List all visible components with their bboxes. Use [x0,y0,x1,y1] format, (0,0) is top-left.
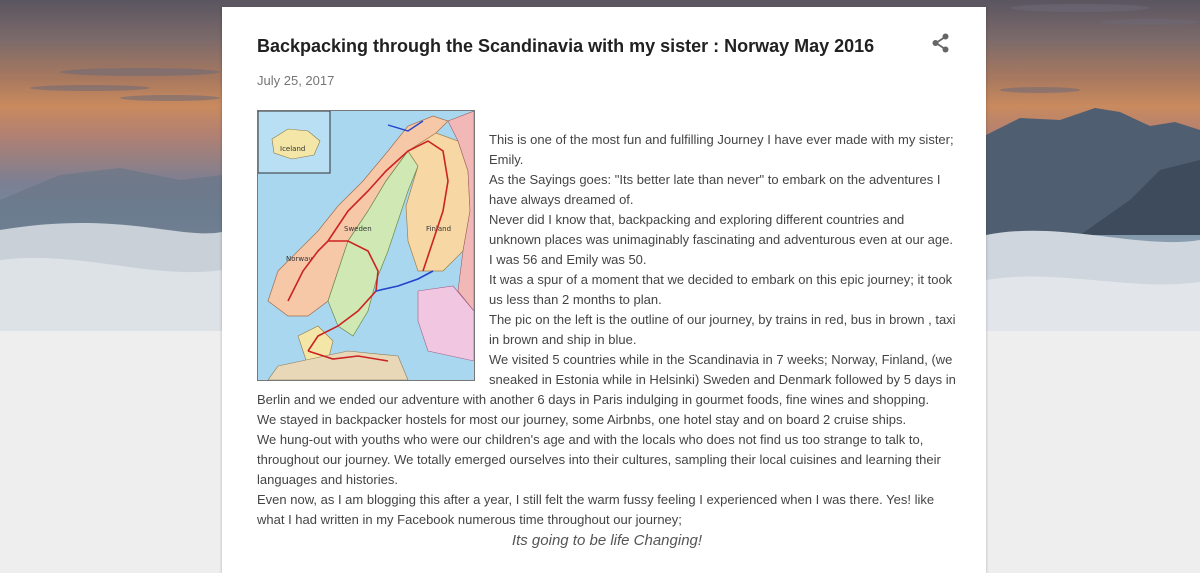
map-label-iceland: Iceland [280,145,306,153]
post-date[interactable]: July 25, 2017 [257,73,335,88]
blog-post-card [222,7,986,573]
map-label-sweden: Sweden [344,225,372,233]
paragraph: It was a spur of a moment that we decided to embark on this epic journey; it took us less than 2 months to plan. [489,272,953,307]
paragraph: This is one of the most fun and fulfilling Journey I have ever made with my sister; Emily. [489,132,954,167]
share-icon[interactable] [931,33,951,53]
post-title[interactable]: Backpacking through the Scandinavia with my sister : Norway May 2016 [257,36,875,56]
map-label-norway: Norway [286,255,313,263]
quote-text: Its going to be life Changing! [511,532,703,549]
paragraph: We hung-out with youths who were our children's age and with the locals who does not find us too strange to talk to, throughout our journey. We totally emerged ourselves into their cultures, sampling their local cuisines and learning their languages and histories. [257,432,941,487]
paragraph: Never did I know that, backpacking and exploring different countries and unknown places was unimaginably fascinating and adventurous even at our age. I was 56 and Emily was 50. [489,212,953,267]
paragraph: The pic on the left is the outline of our journey, by trains in red, bus in brown , taxi in brown and ship in blue. [489,312,956,347]
paragraph: We visited 5 countries while in the Scandinavia in 7 weeks; Norway, Finland, (we sneaked in Estonia while in Helsinki) Sweden and Denmark followed by 5 days in Berlin and we ended our adventure with another 6 days in Paris indulging in gourmet foods, fine wines and shopping. [257,352,956,407]
post-body [257,110,957,552]
paragraph: We stayed in backpacker hostels for most our journey, some Airbnbs, one hotel stay and on board 2 cruise ships. [257,412,907,427]
paragraph: Even now, as I am blogging this after a year, I still felt the warm fussy feeling I experienced when I was there. Yes! like what I had written in my Facebook numerous time throughout our journey; [257,492,935,527]
paragraph: As the Sayings goes: "Its better late than never" to embark on the adventures I have always dreamed of. [489,172,941,207]
map-label-finland: Finland [426,225,452,233]
journey-map-image [257,110,475,381]
